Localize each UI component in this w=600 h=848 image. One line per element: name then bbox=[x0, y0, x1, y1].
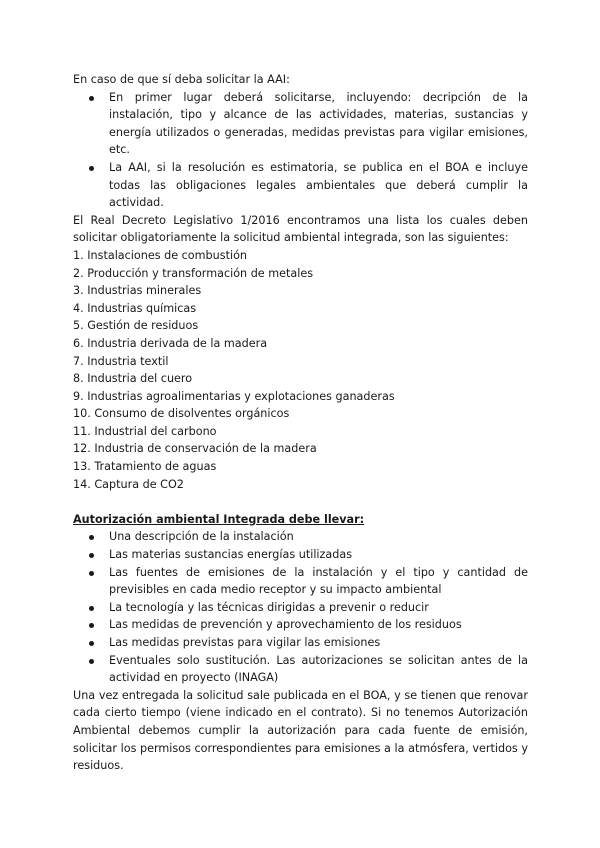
section-heading: Autorización ambiental Integrada debe llevar: bbox=[73, 512, 365, 526]
list-item: 3. Industrias minerales bbox=[73, 284, 202, 298]
list-item: 1. Instalaciones de combustión bbox=[73, 248, 248, 262]
list-item: En primer lugar deberá solicitarse, incluyendo: decripción de la instalación, tipo y alcance de las actividades, materias, sustancias y energía utilizados o generadas, medidas previstas para vigilar emisiones, etc. bbox=[73, 89, 528, 159]
intro-line: En caso de que sí deba solicitar la AAI: bbox=[73, 73, 290, 86]
list-item: 11. Industrial del carbono bbox=[73, 424, 217, 438]
document-page bbox=[73, 71, 528, 775]
list-item: Las medidas previstas para vigilar las emisiones bbox=[73, 634, 528, 652]
list-item: 9. Industrias agroalimentarias y explotaciones ganaderas bbox=[73, 389, 395, 403]
list-item: 12. Industria de conservación de la madera bbox=[73, 442, 317, 456]
requirements-list bbox=[73, 528, 528, 686]
intro-bullet-list bbox=[73, 89, 528, 212]
bullet-icon bbox=[89, 606, 94, 611]
list-item: Las fuentes de emisiones de la instalación y el tipo y cantidad de previsibles en cada medio receptor y su impacto ambiental bbox=[73, 564, 528, 599]
bullet-icon bbox=[89, 641, 94, 646]
bullet-icon bbox=[89, 96, 94, 101]
bullet-icon bbox=[89, 535, 94, 540]
list-item: 14. Captura de CO2 bbox=[73, 477, 184, 491]
list-item: 7. Industria textil bbox=[73, 354, 169, 368]
bullet-icon bbox=[89, 553, 94, 558]
list-item: Las medidas de prevención y aprovechamiento de los residuos bbox=[73, 616, 528, 634]
list-item: 5. Gestión de residuos bbox=[73, 319, 199, 333]
decree-paragraph: El Real Decreto Legislativo 1/2016 encontramos una lista los cuales deben solicitar obligatoriamente la solicitud ambiental integrada, son las siguientes: bbox=[73, 213, 528, 245]
list-item: 4. Industrias químicas bbox=[73, 301, 197, 315]
list-item: 2. Producción y transformación de metales bbox=[73, 266, 314, 280]
list-item: 10. Consumo de disolventes orgánicos bbox=[73, 407, 290, 421]
closing-paragraph: Una vez entregada la solicitud sale publicada en el BOA, y se tienen que renovar cada cierto tiempo (viene indicado en el contrato). Si no tenemos Autorización Ambiental debemos cumplir la autorización para cada fuente de emisión, solicitar los permisos correspondientes para emisiones a la atmósfera, vertidos y residuos. bbox=[73, 688, 528, 773]
industries-list bbox=[73, 247, 528, 493]
list-item: Eventuales solo sustitución. Las autorizaciones se solicitan antes de la actividad en proyecto (INAGA) bbox=[73, 652, 528, 687]
list-item: Una descripción de la instalación bbox=[73, 528, 528, 546]
list-item: 8. Industria del cuero bbox=[73, 372, 193, 386]
list-item: La AAI, si la resolución es estimatoria, se publica en el BOA e incluye todas las obligaciones legales ambientales que deberá cumplir la actividad. bbox=[73, 159, 528, 212]
bullet-icon bbox=[89, 166, 94, 171]
bullet-icon bbox=[89, 571, 94, 576]
list-item: 6. Industria derivada de la madera bbox=[73, 336, 268, 350]
list-item: Las materias sustancias energías utilizadas bbox=[73, 546, 528, 564]
list-item: La tecnología y las técnicas dirigidas a prevenir o reducir bbox=[73, 599, 528, 617]
bullet-icon bbox=[89, 623, 94, 628]
bullet-icon bbox=[89, 659, 94, 664]
list-item: 13. Tratamiento de aguas bbox=[73, 460, 217, 474]
